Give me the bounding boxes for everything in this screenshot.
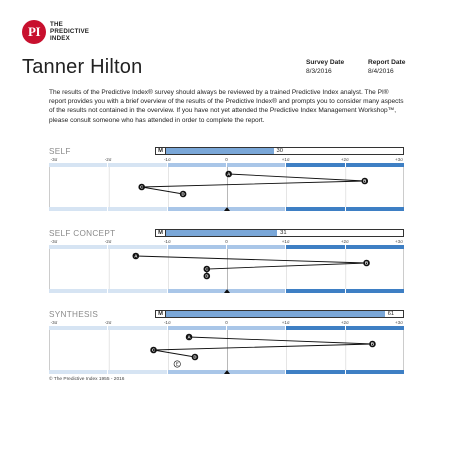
- sigma-scale-bar-bottom-segment: [167, 207, 226, 211]
- person-name: Tanner Hilton: [22, 56, 143, 78]
- axis-tick-label: +1σ: [281, 320, 290, 325]
- sigma-scale-bar-bottom-segment: [285, 207, 344, 211]
- factor-point-b: [369, 341, 376, 348]
- axis-tick-label: -3σ: [50, 320, 58, 325]
- pattern-line: [134, 253, 367, 276]
- report-date-label: Report Date: [368, 59, 406, 66]
- m-score-box: [155, 310, 404, 318]
- sigma-scale-bar-bottom-segment: [49, 289, 107, 293]
- factor-point-b: [363, 260, 370, 267]
- axis-tick-label: -2σ: [104, 239, 112, 244]
- pattern-line: [151, 334, 373, 357]
- pattern-self: [49, 147, 404, 217]
- zero-marker-icon: [224, 370, 230, 374]
- m-score-fill: [166, 148, 274, 154]
- pattern-line: [142, 171, 365, 194]
- pattern-plot: [49, 330, 404, 370]
- axis-tick-label: -2σ: [104, 320, 112, 325]
- sigma-scale-bar-bottom-segment: [107, 207, 166, 211]
- sigma-scale-bar-bottom-segment: [226, 207, 285, 211]
- m-score-label: M: [156, 311, 166, 317]
- axis-tick-label: -1σ: [163, 320, 171, 325]
- axis-tick-label: 0: [225, 239, 228, 244]
- svg-text:C: C: [205, 266, 209, 272]
- m-score-value: 61: [387, 311, 395, 317]
- factor-point-a: [225, 171, 232, 178]
- factor-point-d: [192, 354, 199, 361]
- factor-point-d: [180, 191, 187, 198]
- sigma-scale-bar-bottom-segment: [226, 370, 285, 374]
- axis-tick-label: +2σ: [340, 239, 349, 244]
- svg-text:B: B: [370, 341, 375, 347]
- sigma-scale-bar-bottom-segment: [345, 370, 404, 374]
- m-score-box: [155, 147, 404, 155]
- section-title: SELF: [49, 147, 71, 156]
- factor-point-c: [150, 347, 157, 354]
- section-title: SELF CONCEPT: [49, 229, 116, 238]
- axis-tick-label: +1σ: [281, 157, 290, 162]
- factor-point-c: [138, 184, 145, 191]
- svg-text:D: D: [205, 273, 209, 279]
- axis-tick-label: +2σ: [340, 320, 349, 325]
- svg-text:B: B: [364, 260, 369, 266]
- sigma-scale-bar-bottom-segment: [107, 289, 166, 293]
- m-score-value: 31: [280, 230, 287, 236]
- sigma-scale-bar-bottom-segment: [167, 289, 226, 293]
- zero-marker-icon: [224, 207, 230, 211]
- axis-tick-label: +1σ: [281, 239, 290, 244]
- factor-point-e: [174, 361, 180, 367]
- factor-point-a: [132, 253, 139, 260]
- sigma-scale-bar-bottom-segment: [167, 370, 226, 374]
- svg-text:C: C: [151, 347, 156, 353]
- svg-text:A: A: [227, 171, 231, 177]
- logo-wordmark: THE PREDICTIVE INDEX: [50, 21, 90, 42]
- svg-text:D: D: [181, 191, 185, 197]
- axis-tick-label: -3σ: [50, 157, 58, 162]
- m-score-fill: [166, 311, 385, 317]
- axis-tick-label: -1σ: [163, 239, 171, 244]
- factor-point-c: [203, 266, 210, 273]
- axis-tick-label: 0: [225, 320, 228, 325]
- svg-text:D: D: [193, 354, 197, 360]
- pattern-plot: [49, 167, 404, 207]
- section-title: SYNTHESIS: [49, 310, 99, 319]
- copyright-footer: © The Predictive Index 1955 - 2016: [49, 377, 125, 382]
- sigma-scale-bar-bottom-segment: [226, 289, 285, 293]
- m-score-box: [155, 229, 404, 237]
- axis-tick-label: -2σ: [104, 157, 112, 162]
- axis-tick-label: 0: [225, 157, 228, 162]
- m-score-label: M: [156, 148, 166, 154]
- axis-tick-label: +3σ: [395, 157, 403, 162]
- pi-logo-icon: PI: [22, 20, 46, 44]
- zero-marker-icon: [224, 289, 230, 293]
- m-score-label: M: [156, 230, 166, 236]
- axis-tick-label: -1σ: [163, 157, 171, 162]
- report-date: [368, 59, 405, 75]
- sigma-scale-bar-bottom-segment: [107, 370, 166, 374]
- sigma-scale-bar-bottom-segment: [49, 370, 107, 374]
- svg-text:A: A: [134, 253, 138, 259]
- survey-date-value: 8/3/2016: [306, 68, 332, 75]
- pattern-self-concept: [49, 229, 404, 299]
- svg-text:B: B: [363, 178, 367, 184]
- predictive-index-logo: [22, 20, 142, 46]
- survey-date: [306, 59, 344, 75]
- pattern-graph: [50, 249, 405, 289]
- svg-text:A: A: [187, 334, 191, 340]
- sigma-scale-bar-bottom-segment: [285, 370, 344, 374]
- pattern-synthesis: [49, 310, 404, 380]
- survey-date-label: Survey Date: [306, 59, 345, 66]
- pattern-graph: [50, 167, 405, 207]
- sigma-scale-bar-bottom-segment: [345, 207, 404, 211]
- svg-text:E: E: [175, 361, 179, 367]
- axis-tick-label: +3σ: [395, 320, 403, 325]
- sigma-scale-bar-bottom-segment: [285, 289, 344, 293]
- factor-point-b: [361, 178, 368, 185]
- m-score-value: 30: [276, 148, 283, 154]
- axis-tick-label: -3σ: [50, 239, 58, 244]
- intro-paragraph: The results of the Predictive Index® survey should always be reviewed by a trained Predictive Index analyst. The PI® report provides you with a brief overview of the results of the Predictive Index® and prompts you to consider many aspects of the results not contained in the overview. If you have not yet attended the Predictive Index Management Workshop™, please consult someone who has attended in order to complete the report.: [49, 89, 404, 124]
- sigma-scale-bar-bottom-segment: [49, 207, 107, 211]
- report-date-value: 8/4/2016: [368, 68, 394, 75]
- svg-text:C: C: [140, 184, 144, 190]
- axis-tick-label: +2σ: [340, 157, 349, 162]
- pattern-plot: [49, 249, 404, 289]
- factor-point-a: [186, 334, 193, 341]
- sigma-scale-bar-bottom-segment: [345, 289, 404, 293]
- m-score-fill: [166, 230, 277, 236]
- factor-point-d: [203, 273, 210, 280]
- axis-tick-label: +3σ: [395, 239, 403, 244]
- pattern-graph: [50, 330, 405, 370]
